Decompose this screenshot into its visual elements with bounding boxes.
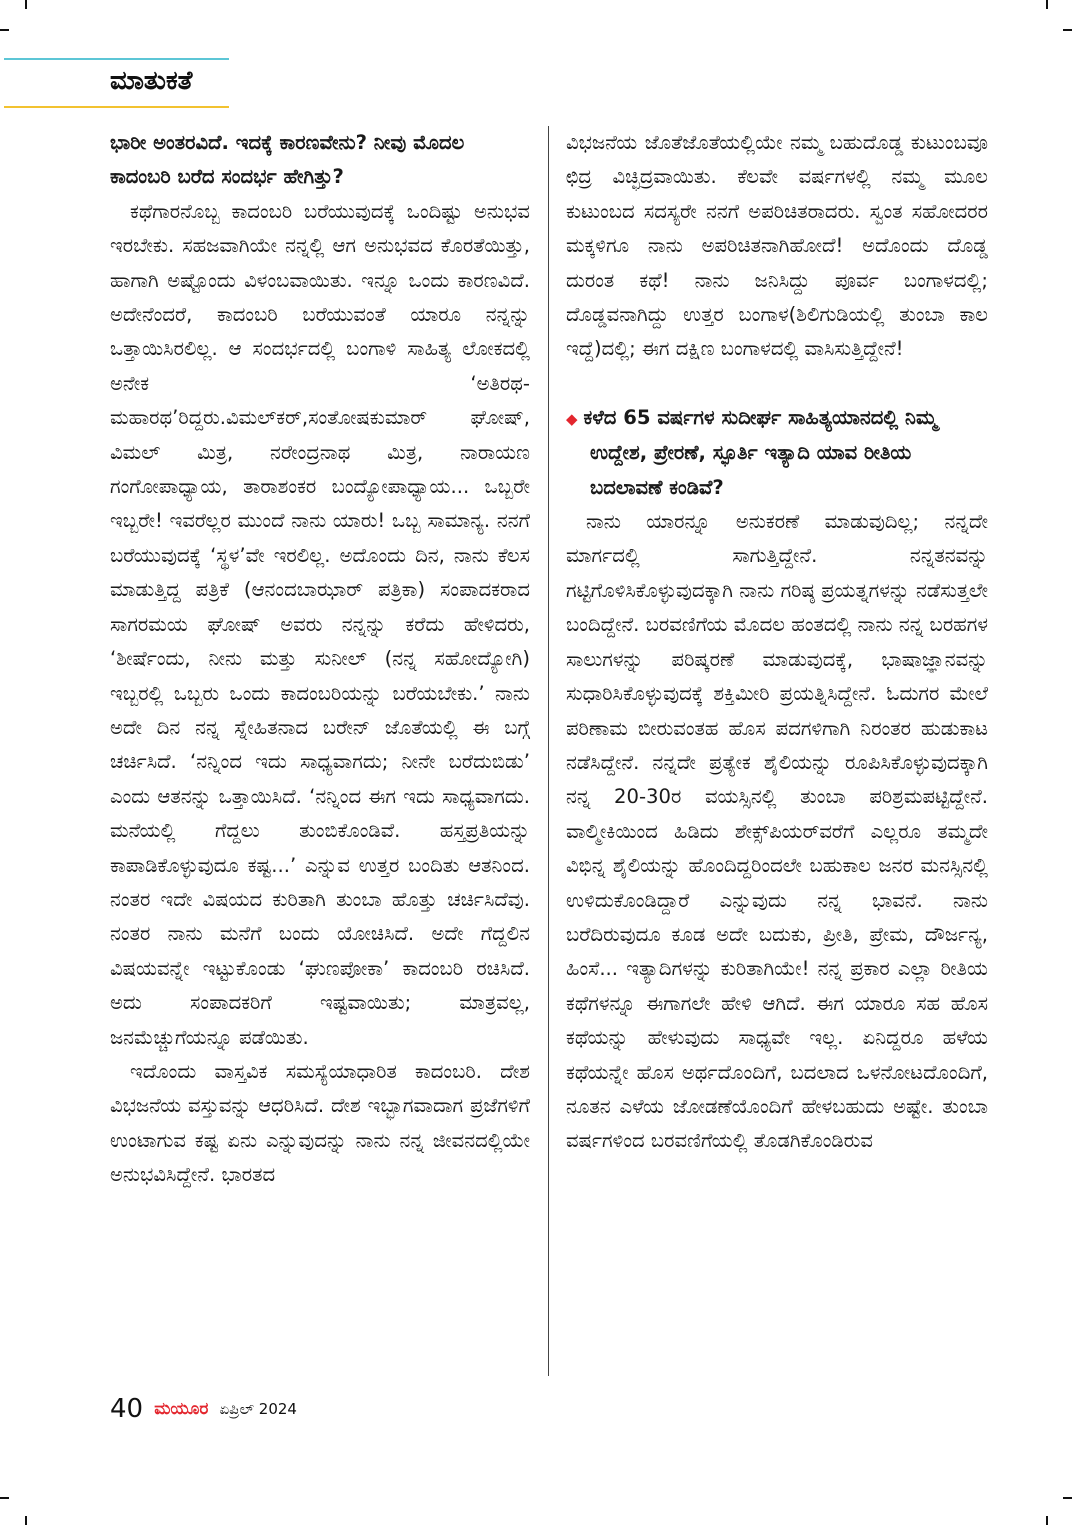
answer-paragraph: ನಾನು ಯಾರನ್ನೂ ಅನುಕರಣೆ ಮಾಡುವುದಿಲ್ಲ; ನನ್ನದೇ ಮಾರ್ಗದಲ್ಲಿ ಸಾಗುತ್ತಿದ್ದೇನೆ. ನನ್ನತನವನ್ನು ಗಟ್ಟಿಗೊಳಿಸಿಕೊಳ್ಳುವುದಕ್ಕಾಗಿ ನಾನು ಗರಿಷ್ಠ ಪ್ರಯತ್ನಗಳನ್ನು ನಡೆಸುತ್ತಲೇ ಬಂದಿದ್ದೇನೆ. ಬರವಣಿಗೆಯ ಮೊದಲ ಹಂತದಲ್ಲಿ ನಾನು ನನ್ನ ಬರಹಗಳ ಸಾಲುಗಳನ್ನು ಪರಿಷ್ಕರಣೆ ಮಾಡುವುದಕ್ಕೆ, ಭಾಷಾಜ್ಞಾನವನ್ನು ಸುಧಾರಿಸಿಕೊಳ್ಳುವುದಕ್ಕೆ ಶಕ್ತಿಮೀರಿ ಪ್ರಯತ್ನಿಸಿದ್ದೇನೆ. ಓದುಗರ ಮೇಲೆ ಪರಿಣಾಮ ಬೀರುವಂತಹ ಹೊಸ ಪದಗಳಿಗಾಗಿ ನಿರಂತರ ಹುಡುಕಾಟ ನಡೆಸಿದ್ದೇನೆ. ನನ್ನದೇ ಪ್ರತ್ಯೇಕ ಶೈಲಿಯನ್ನು ರೂಪಿಸಿಕೊಳ್ಳುವುದಕ್ಕಾಗಿ ನನ್ನ 20-30ರ ವಯಸ್ಸಿನಲ್ಲಿ ತುಂಬಾ ಪರಿಶ್ರಮಪಟ್ಟಿದ್ದೇನೆ. ವಾಲ್ಮೀಕಿಯಿಂದ ಹಿಡಿದು ಶೇಕ್ಸ್‌ಪಿಯರ್‌ವರೆಗೆ ಎಲ್ಲರೂ ತಮ್ಮದೇ ವಿಭಿನ್ನ ಶೈಲಿಯನ್ನು ಹೊಂದಿದ್ದರಿಂದಲೇ ಬಹುಕಾಲ ಜನರ ಮನಸ್ಸಿನಲ್ಲಿ ಉಳಿದುಕೊಂಡಿದ್ದಾರೆ ಎನ್ನುವುದು ನನ್ನ ಭಾವನೆ. ನಾನು ಬರೆದಿರುವುದೂ ಕೂಡ ಅದೇ ಬದುಕು, ಪ್ರೀತಿ, ಪ್ರೇಮ, ದೌರ್ಜನ್ಯ, ಹಿಂಸೆ... ಇತ್ಯಾದಿಗಳನ್ನು ಕುರಿತಾಗಿಯೇ! ನನ್ನ ಪ್ರಕಾರ ಎಲ್ಲಾ ರೀತಿಯ ಕಥೆಗಳನ್ನೂ ಈಗಾಗಲೇ ಹೇಳಿ ಆಗಿದೆ. ಈಗ ಯಾರೂ ಸಹ ಹೊಸ ಕಥೆಯನ್ನು ಹೇಳುವುದು ಸಾಧ್ಯವೇ ಇಲ್ಲ. ಏನಿದ್ದರೂ ಹಳೆಯ ಕಥೆಯನ್ನೇ ಹೊಸ ಅರ್ಥದೊಂದಿಗೆ, ಬದಲಾದ ಒಳನೋಟದೊಂದಿಗೆ, ನೂತನ ಎಳೆಯ ಜೋಡಣೆಯೊಂದಿಗೆ ಹೇಳಬಹುದು ಅಷ್ಟೇ. ತುಂಬಾ ವರ್ಷಗಳಿಂದ ಬರವಣಿಗೆಯಲ್ಲಿ ತೊಡಗಿಕೊಂಡಿರುವ bbox=[566, 510, 988, 1153]
question-diamond-icon: ◆ bbox=[566, 409, 578, 428]
magazine-brand: ಮಯೂರ bbox=[154, 1399, 209, 1419]
crop-mark bbox=[1063, 1497, 1072, 1499]
question-block bbox=[566, 401, 988, 505]
page-number: 40 bbox=[110, 1394, 144, 1424]
column-divider bbox=[548, 126, 549, 1376]
question-text: ಭಾರೀ ಅಂತರವಿದೆ. ಇದಕ್ಕೆ ಕಾರಣವೇನು? ನೀವು ಮೊದಲ ಕಾದಂಬರಿ ಬರೆದ ಸಂದರ್ಭ ಹೇಗಿತ್ತು? bbox=[110, 131, 465, 189]
right-column bbox=[566, 126, 988, 1159]
crop-mark bbox=[0, 29, 9, 31]
question-text: ಕಳೆದ 65 ವರ್ಷಗಳ ಸುದೀರ್ಘ ಸಾಹಿತ್ಯಯಾನದಲ್ಲಿ ನಿಮ್ಮ ಉದ್ದೇಶ, ಪ್ರೇರಣೆ, ಸ್ಫೂರ್ತಿ ಇತ್ಯಾದಿ ಯಾವ ರೀತಿಯ ಬದಲಾವಣೆ ಕಂಡಿವೆ? bbox=[583, 405, 938, 499]
question-body bbox=[566, 401, 988, 505]
issue-date: ಏಪ್ರಿಲ್ 2024 bbox=[219, 1400, 297, 1418]
header-rule-bottom bbox=[4, 106, 229, 108]
left-column bbox=[110, 126, 530, 1193]
answer-paragraph: ವಿಭಜನೆಯ ಜೊತೆಜೊತೆಯಲ್ಲಿಯೇ ನಮ್ಮ ಬಹುದೊಡ್ಡ ಕುಟುಂಬವೂ ಛಿದ್ರ ವಿಚ್ಛಿದ್ರವಾಯಿತು. ಕೆಲವೇ ವರ್ಷಗಳಲ್ಲಿ ನಮ್ಮ ಮೂಲ ಕುಟುಂಬದ ಸದಸ್ಯರೇ ನನಗೆ ಅಪರಿಚಿತರಾದರು. ಸ್ವಂತ ಸಹೋದರರ ಮಕ್ಕಳಿಗೂ ನಾನು ಅಪರಿಚಿತನಾಗಿಹೋದೆ! ಅದೊಂದು ದೊಡ್ಡ ದುರಂತ ಕಥೆ! ನಾನು ಜನಿಸಿದ್ದು ಪೂರ್ವ ಬಂಗಾಳದಲ್ಲಿ; ದೊಡ್ಡವನಾಗಿದ್ದು ಉತ್ತರ ಬಂಗಾಳ(ಶಿಲಿಗುಡಿಯಲ್ಲಿ ತುಂಬಾ ಕಾಲ ಇದ್ದೆ)ದಲ್ಲಿ; ಈಗ ದಕ್ಷಿಣ ಬಂಗಾಳದಲ್ಲಿ ವಾಸಿಸುತ್ತಿದ್ದೇನೆ! bbox=[566, 131, 988, 361]
answer-paragraph: ಇದೊಂದು ವಾಸ್ತವಿಕ ಸಮಸ್ಯೆಯಾಧಾರಿತ ಕಾದಂಬರಿ. ದೇಶ ವಿಭಜನೆಯ ವಸ್ತುವನ್ನು ಆಧರಿಸಿದೆ. ದೇಶ ಇಬ್ಭಾಗವಾದಾಗ ಪ್ರಜೆಗಳಿಗೆ ಉಂಟಾಗುವ ಕಷ್ಟ ಏನು ಎನ್ನುವುದನ್ನು ನಾನು ನನ್ನ ಜೀವನದಲ್ಲಿಯೇ ಅನುಭವಿಸಿದ್ದೇನೆ. ಭಾರತದ bbox=[110, 1059, 530, 1187]
crop-mark bbox=[25, 0, 27, 9]
section-header bbox=[4, 58, 229, 108]
crop-mark bbox=[25, 1516, 27, 1525]
crop-mark bbox=[1046, 1516, 1048, 1525]
header-rule-top bbox=[4, 58, 229, 60]
crop-mark bbox=[1063, 29, 1072, 31]
section-title: ಮಾತುಕತೆ bbox=[110, 66, 193, 96]
page-footer bbox=[110, 1394, 297, 1428]
crop-mark bbox=[0, 1497, 9, 1499]
crop-mark bbox=[1046, 0, 1048, 9]
answer-paragraph: ಕಥೆಗಾರನೊಬ್ಬ ಕಾದಂಬರಿ ಬರೆಯುವುದಕ್ಕೆ ಒಂದಿಷ್ಟು ಅನುಭವ ಇರಬೇಕು. ಸಹಜವಾಗಿಯೇ ನನ್ನಲ್ಲಿ ಆಗ ಅನುಭವದ ಕೊರತೆಯಿತ್ತು, ಹಾಗಾಗಿ ಅಷ್ಟೊಂದು ವಿಳಂಬವಾಯಿತು. ಇನ್ನೂ ಒಂದು ಕಾರಣವಿದೆ. ಅದೇನೆಂದರೆ, ಕಾದಂಬರಿ ಬರೆಯುವಂತೆ ಯಾರೂ ನನ್ನನ್ನು ಒತ್ತಾಯಿಸಿರಲಿಲ್ಲ. ಆ ಸಂದರ್ಭದಲ್ಲಿ ಬಂಗಾಳಿ ಸಾಹಿತ್ಯ ಲೋಕದಲ್ಲಿ ಅನೇಕ ‘ಅತಿರಥ-ಮಹಾರಥ’ರಿದ್ದರು.ವಿಮಲ್‌ಕರ್,ಸಂತೋಷಕುಮಾರ್ ಘೋಷ್, ವಿಮಲ್ ಮಿತ್ರ, ನರೇಂದ್ರನಾಥ ಮಿತ್ರ, ನಾರಾಯಣ ಗಂಗೋಪಾಧ್ಯಾಯ, ತಾರಾಶಂಕರ ಬಂದ್ಯೋಪಾಧ್ಯಾಯ... ಒಬ್ಬರೇ ಇಬ್ಬರೇ! ಇವರೆಲ್ಲರ ಮುಂದೆ ನಾನು ಯಾರು! ಒಬ್ಬ ಸಾಮಾನ್ಯ. ನನಗೆ ಬರೆಯುವುದಕ್ಕೆ ‘ಸ್ಥಳ’ವೇ ಇರಲಿಲ್ಲ. ಅದೊಂದು ದಿನ, ನಾನು ಕೆಲಸ ಮಾಡುತ್ತಿದ್ದ ಪತ್ರಿಕೆ (ಆನಂದಬಾಝಾರ್ ಪತ್ರಿಕಾ) ಸಂಪಾದಕರಾದ ಸಾಗರಮಯ ಘೋಷ್ ಅವರು ನನ್ನನ್ನು ಕರೆದು ಹೇಳಿದರು, ‘ಶೀರ್ಷೆಂದು, ನೀನು ಮತ್ತು ಸುನೀಲ್ (ನನ್ನ ಸಹೋದ್ಯೋಗಿ) ಇಬ್ಬರಲ್ಲಿ ಒಬ್ಬರು ಒಂದು ಕಾದಂಬರಿಯನ್ನು ಬರೆಯಬೇಕು.’ ನಾನು ಅದೇ ದಿನ ನನ್ನ ಸ್ನೇಹಿತನಾದ ಬರೇನ್ ಜೊತೆಯಲ್ಲಿ ಈ ಬಗ್ಗೆ ಚರ್ಚಿಸಿದೆ. ‘ನನ್ನಿಂದ ಇದು ಸಾಧ್ಯವಾಗದು; ನೀನೇ ಬರೆದುಬಿಡು’ ಎಂದು ಆತನನ್ನು ಒತ್ತಾಯಿಸಿದೆ. ‘ನನ್ನಿಂದ ಈಗ ಇದು ಸಾಧ್ಯವಾಗದು. ಮನೆಯಲ್ಲಿ ಗೆದ್ದಲು ತುಂಬಿಕೊಂಡಿವೆ. ಹಸ್ತಪ್ರತಿಯನ್ನು ಕಾಪಾಡಿಕೊಳ್ಳುವುದೂ ಕಷ್ಟ...’ ಎನ್ನುವ ಉತ್ತರ ಬಂದಿತು ಆತನಿಂದ. ನಂತರ ಇದೇ ವಿಷಯದ ಕುರಿತಾಗಿ ತುಂಬಾ ಹೊತ್ತು ಚರ್ಚಿಸಿದೆವು. ನಂತರ ನಾನು ಮನೆಗೆ ಬಂದು ಯೋಚಿಸಿದೆ. ಅದೇ ಗೆದ್ದಲಿನ ವಿಷಯವನ್ನೇ ಇಟ್ಟುಕೊಂಡು ‘ಘುಣಪೋಕಾ’ ಕಾದಂಬರಿ ರಚಿಸಿದೆ. ಅದು ಸಂಪಾದಕರಿಗೆ ಇಷ್ಟವಾಯಿತು; ಮಾತ್ರವಲ್ಲ, ಜನಮೆಚ್ಚುಗೆಯನ್ನೂ ಪಡೆಯಿತು. bbox=[110, 199, 530, 1049]
